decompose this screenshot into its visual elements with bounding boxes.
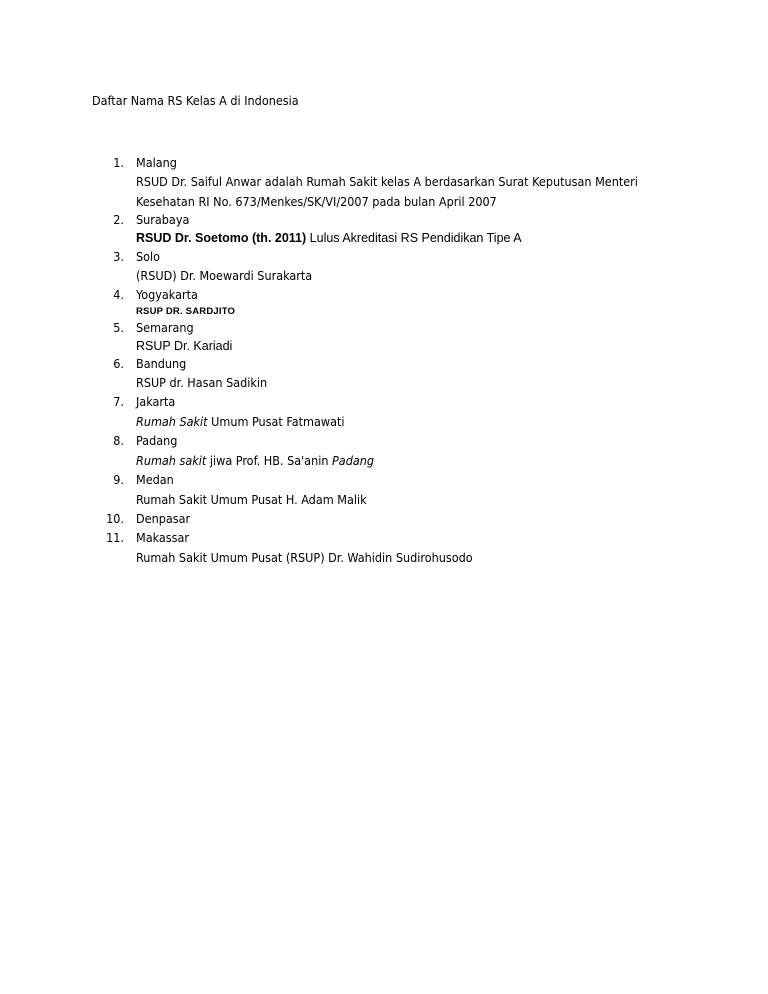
list-item-city: Padang	[136, 433, 178, 448]
list-number: 5.	[113, 320, 124, 335]
italic-text: Padang	[332, 453, 375, 468]
list-item-city: Yogyakarta	[136, 287, 198, 302]
list-number: 2.	[113, 212, 124, 227]
list-item-detail: RSUP DR. SARDJITO	[136, 306, 236, 317]
list-item-detail: Kesehatan RI No. 673/Menkes/SK/VI/2007 pada bulan April 2007	[136, 194, 497, 209]
list-item-city: Surabaya	[136, 212, 190, 227]
list-number: 10.	[106, 511, 124, 526]
list-item-detail	[136, 414, 345, 430]
list-item-detail: Rumah Sakit Umum Pusat (RSUP) Dr. Wahidin Sudirohusodo	[136, 550, 473, 565]
list-item-city: Malang	[136, 155, 177, 170]
list-number: 9.	[113, 472, 124, 487]
list-item-city: Solo	[136, 249, 161, 264]
list-number: 8.	[113, 433, 124, 448]
italic-text: Rumah sakit	[136, 453, 207, 468]
list-item-city: Denpasar	[136, 511, 191, 526]
list-number: 1.	[113, 155, 124, 170]
hospital-name: RSUD Dr. Soetomo (th. 2011)	[136, 231, 307, 245]
list-number: 11.	[106, 530, 124, 545]
italic-text: Rumah Sakit	[136, 414, 208, 429]
list-item-city: Jakarta	[136, 394, 176, 409]
list-number: 3.	[113, 249, 124, 264]
list-item-city: Makassar	[136, 530, 190, 545]
list-item-detail	[136, 230, 522, 246]
list-item-detail: Rumah Sakit Umum Pusat H. Adam Malik	[136, 492, 367, 507]
list-item-detail: (RSUD) Dr. Moewardi Surakarta	[136, 268, 313, 283]
list-item-city: Medan	[136, 472, 174, 487]
hospital-name: Umum Pusat Fatmawati	[207, 414, 345, 429]
list-number: 7.	[113, 394, 124, 409]
list-item-city: Semarang	[136, 320, 194, 335]
list-item-detail	[136, 453, 374, 469]
list-number: 6.	[113, 356, 124, 371]
list-item-city: Bandung	[136, 356, 187, 371]
hospital-name: jiwa Prof. HB. Sa'anin	[206, 453, 333, 468]
list-number: 4.	[113, 287, 124, 302]
list-item-detail: RSUP dr. Hasan Sadikin	[136, 375, 268, 390]
list-item-detail: RSUD Dr. Saiful Anwar adalah Rumah Sakit kelas A berdasarkan Surat Keputusan Menteri	[136, 174, 638, 189]
document-title: Daftar Nama RS Kelas A di Indonesia	[92, 93, 299, 108]
accreditation-note: Lulus Akreditasi RS Pendidikan Tipe A	[306, 231, 522, 245]
list-item-detail: RSUP Dr. Kariadi	[136, 339, 233, 353]
